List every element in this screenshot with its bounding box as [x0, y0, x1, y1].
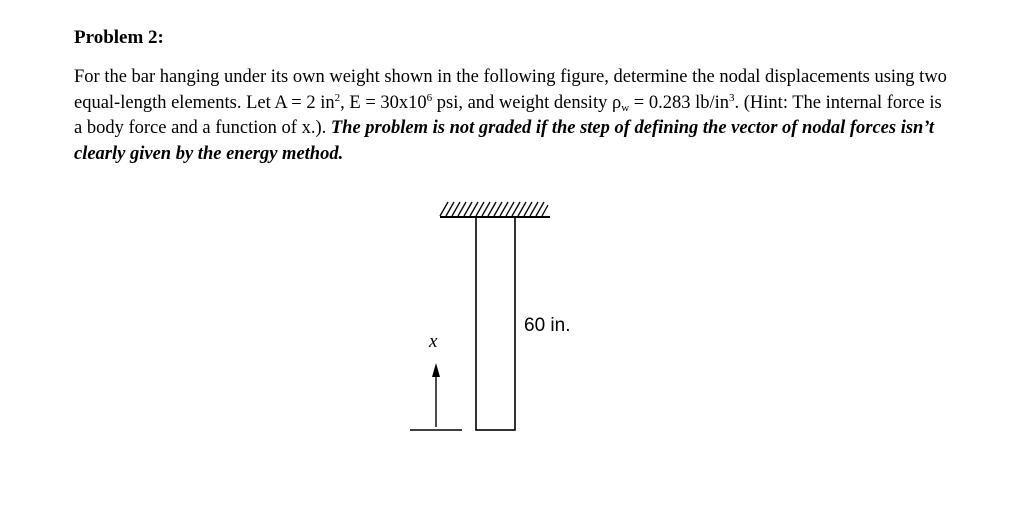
- density-text: psi, and weight density ρ: [432, 92, 622, 113]
- x-axis-label: x: [429, 331, 438, 352]
- bar-length-label: 60 in.: [524, 315, 571, 336]
- grading-note: The problem is not graded if the step of defining the vector of nodal forces isn’t clearly given by the energy method.: [74, 118, 934, 164]
- hanging-bar-figure: [400, 185, 600, 445]
- problem-statement: [74, 65, 954, 167]
- density-subscript: w: [621, 101, 630, 114]
- problem-heading: Problem 2:: [74, 27, 164, 48]
- area-exponent: 2: [334, 91, 341, 104]
- hint-text: . (Hint: The internal force is a body force and a function of x.).: [74, 92, 942, 138]
- x-axis-arrowhead: [432, 363, 440, 377]
- fixed-support-hatch: [440, 202, 548, 216]
- bar-diagram: [400, 185, 600, 445]
- hanging-bar: [476, 217, 515, 430]
- modulus-text: , E = 30x10: [340, 92, 427, 113]
- modulus-exponent: 6: [426, 91, 433, 104]
- density-value: = 0.283 lb/in: [629, 92, 730, 113]
- volume-exponent: 3: [729, 91, 735, 104]
- statement-text: For the bar hanging under its own weight shown in the following figure, determine the nodal displacements using two equal-length elements. Let A = 2 in: [74, 67, 947, 113]
